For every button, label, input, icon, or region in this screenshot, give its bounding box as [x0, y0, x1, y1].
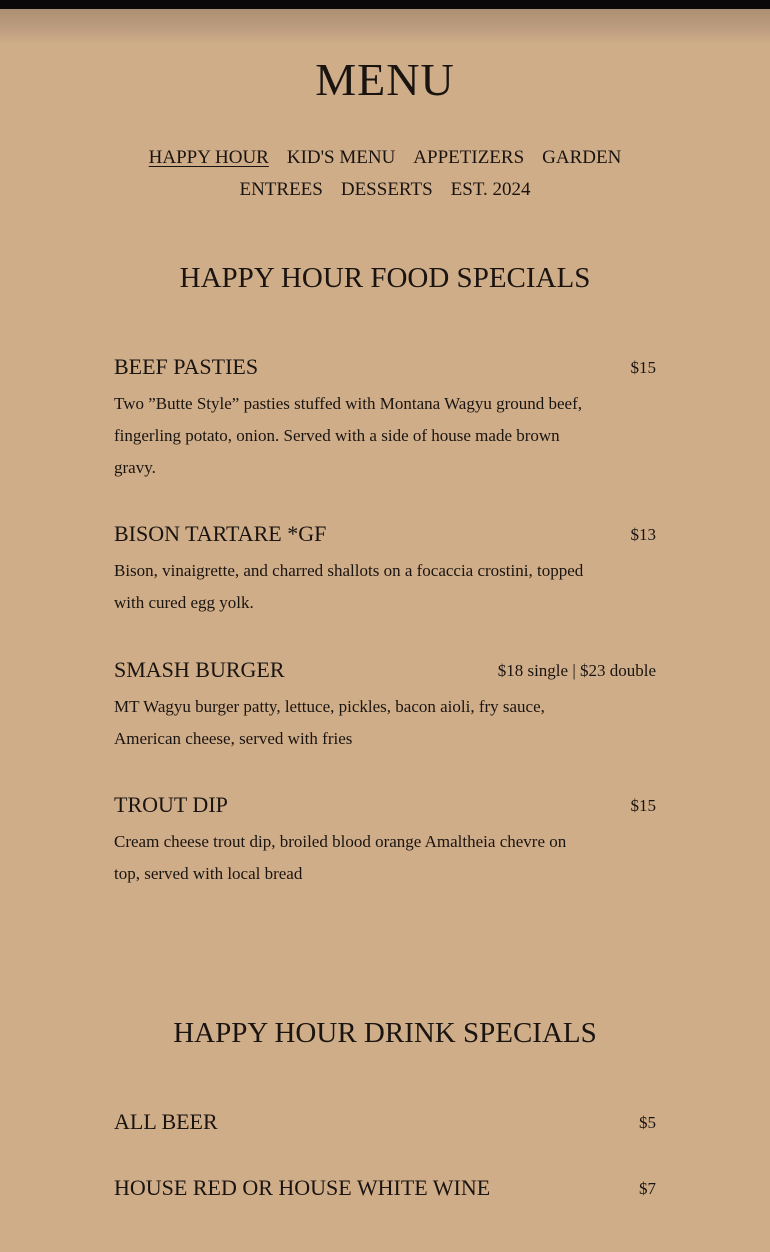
menu-item-header [114, 1107, 656, 1137]
drink-specials-title: HAPPY HOUR DRINK SPECIALS [173, 1017, 597, 1049]
menu-item-header [114, 790, 656, 820]
menu-item-description: Bison, vinaigrette, and charred shallots on a focaccia crostini, topped with cured egg yolk. [114, 561, 584, 612]
menu-item-all-beer [114, 1107, 656, 1137]
nav-item-kids-menu[interactable]: KID'S MENU [286, 147, 396, 168]
menu-item-name: BISON TARTARE *GF [114, 521, 327, 546]
menu-item-beef-pasties [114, 352, 656, 484]
menu-item-description: Two ”Butte Style” pasties stuffed with Montana Wagyu ground beef, fingerling potato, onion. Served with a side of house made brown gravy. [114, 394, 582, 477]
menu-item-description: MT Wagyu burger patty, lettuce, pickles, bacon aioli, fry sauce, American cheese, served with fries [114, 697, 545, 748]
menu-item-house-wine [114, 1173, 656, 1203]
menu-item-price: $5 [639, 1113, 656, 1132]
nav-item-desserts[interactable]: DESSERTS [340, 179, 433, 200]
menu-item-name: TROUT DIP [114, 792, 228, 817]
nav-item-appetizers[interactable]: APPETIZERS [413, 147, 525, 168]
food-specials-title: HAPPY HOUR FOOD SPECIALS [179, 262, 591, 294]
menu-item-price: $15 [630, 358, 656, 377]
menu-item-bison-tartare [114, 519, 656, 619]
menu-nav [85, 142, 685, 206]
menu-item-name: SMASH BURGER [114, 657, 285, 682]
menu-item-name: BEEF PASTIES [114, 354, 259, 379]
menu-item-price: $7 [639, 1179, 656, 1198]
menu-item-trout-dip [114, 790, 656, 890]
top-bar [0, 0, 770, 9]
menu-item-header [114, 1173, 656, 1203]
nav-item-happy-hour[interactable]: HAPPY HOUR [148, 147, 269, 168]
menu-item-price: $15 [630, 796, 656, 815]
menu-item-header [114, 519, 656, 549]
menu-item-description: Cream cheese trout dip, broiled blood orange Amaltheia chevre on top, served with local bread [114, 832, 567, 883]
page-title: MENU [315, 54, 455, 105]
menu-item-name: ALL BEER [114, 1109, 218, 1134]
menu-item-header [114, 655, 656, 685]
menu-item-smash-burger [114, 655, 656, 755]
menu-item-price: $13 [630, 525, 656, 544]
menu-item-price: $18 single | $23 double [497, 661, 656, 680]
menu-item-name: HOUSE RED OR HOUSE WHITE WINE [114, 1175, 491, 1200]
nav-item-entrees[interactable]: ENTREES [239, 179, 323, 200]
nav-item-garden[interactable]: GARDEN [542, 147, 622, 168]
header-shadow [0, 9, 770, 45]
menu-item-header [114, 352, 656, 382]
nav-item-est-2024[interactable]: EST. 2024 [450, 179, 531, 200]
